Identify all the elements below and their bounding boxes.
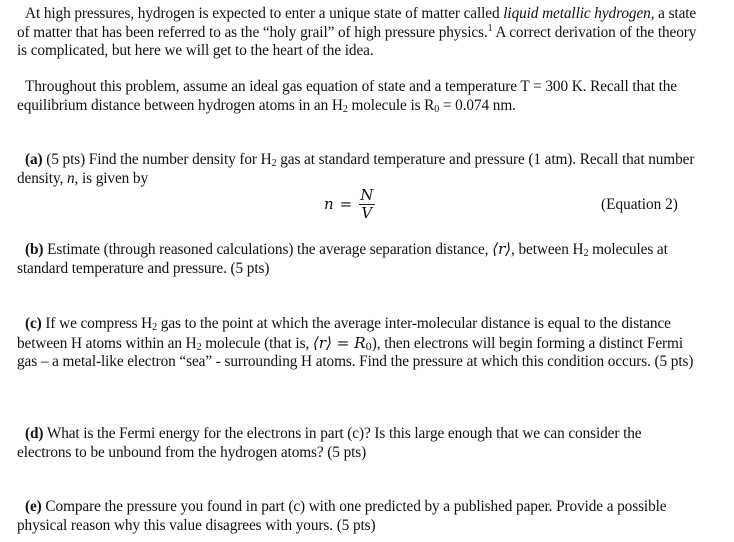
part-label: (c) — [25, 315, 42, 332]
question-part-d — [17, 425, 697, 462]
part-label: (e) — [25, 498, 42, 515]
equation-equals: = — [339, 195, 353, 213]
intro-text: At high pressures, hydrogen is expected to enter a unique state of matter called — [25, 5, 504, 22]
math-r0: R — [354, 333, 366, 352]
question-part-b — [17, 240, 697, 278]
question-text: What is the Fermi energy for the electrons in part (c)? Is this large enough that we can consider the electrons to be unbound from the hydrogen atoms? (5 pts) — [17, 425, 642, 461]
part-label: (d) — [25, 425, 44, 442]
assumptions-text: Throughout this problem, assume an ideal gas equation of state and a temperature T = 300 K. Recall that the equilibrium distance between hydrogen atoms in an H — [17, 78, 677, 114]
assumptions-paragraph — [17, 78, 697, 115]
part-label: (b) — [25, 241, 44, 258]
subscript: 2 — [342, 103, 348, 115]
question-text: , is given by — [74, 169, 148, 187]
subscript: 0 — [365, 341, 372, 353]
assumptions-text: = 0.074 nm. — [439, 96, 516, 114]
part-label: (a) — [25, 151, 43, 168]
question-text: Estimate (through reasoned calculations) the average separation distance, — [43, 241, 493, 258]
question-part-e — [17, 498, 697, 535]
subscript: 2 — [583, 248, 589, 259]
math-equals: = — [331, 333, 355, 352]
question-text: (5 pts) Find the number density for H — [42, 151, 272, 168]
equation-label: (Equation 2) — [601, 196, 678, 213]
question-text: molecule (that is, — [201, 334, 313, 352]
equation-number-density — [324, 184, 375, 224]
question-part-a — [17, 151, 697, 188]
question-text: , between H — [511, 241, 584, 258]
question-part-c — [17, 315, 697, 372]
subscript: 2 — [152, 322, 158, 333]
intro-text: A correct derivation of the theory is complicated, but here we will get to the heart of the idea. — [17, 23, 697, 60]
variable: n — [66, 169, 75, 187]
question-text: Compare the pressure you found in part (c) with one predicted by a published paper. Provide a possible physical reason why this value disagrees with yours. (5 pts) — [17, 498, 667, 534]
subscript: 0 — [434, 103, 440, 115]
question-text: ), then electrons will begin forming a distinct Fermi gas – a metal-like electron “sea” - surrounding H atoms. Find the pressure at which this condition occurs. (5 pts) — [17, 334, 694, 371]
math-average-r: ⟨r⟩ — [492, 240, 512, 258]
fraction-denominator: V — [361, 203, 373, 222]
subscript: 2 — [196, 341, 202, 353]
footnote-marker: 1 — [487, 22, 493, 34]
assumptions-text: molecule is R — [347, 96, 435, 114]
equation-fraction — [358, 187, 375, 222]
equation-lhs: n — [324, 195, 334, 213]
subscript: 2 — [271, 158, 277, 169]
intro-text: , a state of matter that has been referred to as the “holy grail” of high pressure physics. — [17, 5, 697, 41]
intro-italic-term: liquid metallic hydrogen — [503, 5, 651, 22]
math-average-r: ⟨r⟩ — [312, 333, 332, 352]
question-text: gas at standard temperature and pressure (1 atm). Recall that number density, — [17, 151, 695, 187]
question-text: molecules at standard temperature and pressure. (5 pts) — [17, 241, 668, 277]
fraction-numerator: N — [360, 185, 374, 204]
question-text: gas to the point at which the average inter-molecular distance is equal to the distance between H atoms within an H — [17, 315, 671, 352]
intro-paragraph — [17, 5, 697, 61]
question-text: If we compress H — [41, 315, 153, 332]
